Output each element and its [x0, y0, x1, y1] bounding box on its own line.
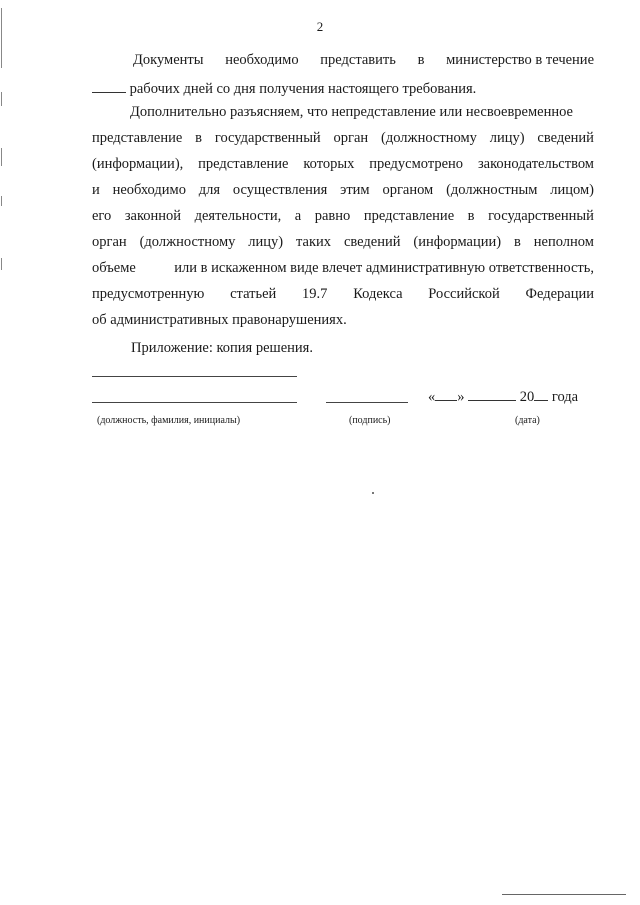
paragraph-2-line-5: его законной деятельности, а равно представление в государственный	[92, 208, 594, 224]
date-field: « » 20 года	[428, 386, 578, 406]
date-month-blank	[468, 386, 516, 401]
date-day-blank	[435, 386, 457, 401]
paragraph-2-line-9: об административных правонарушениях.	[92, 312, 347, 328]
caption-date: (дата)	[515, 415, 540, 426]
scan-margin-marks	[1, 0, 4, 280]
scan-speck	[372, 492, 374, 494]
paragraph-2-line-3: (информации), представление которых предусмотрено законодательством	[92, 156, 594, 172]
paragraph-2-line-1: Дополнительно разъясняем, что непредставление или несвоевременное	[130, 104, 573, 120]
paragraph-2-line-2: представление в государственный орган (должностному лицу) сведений	[92, 130, 594, 146]
bottom-margin-rule	[502, 894, 626, 895]
date-year-blank	[534, 386, 548, 401]
signature-line	[326, 402, 408, 403]
paragraph-2-line-8: предусмотренную статьей 19.7 Кодекса Российской Федерации	[92, 286, 594, 302]
paragraph-1-line-2: рабочих дней со дня получения настоящего требования.	[92, 78, 594, 99]
caption-signature: (подпись)	[349, 415, 391, 426]
days-count-blank	[92, 78, 126, 93]
page-number: 2	[316, 19, 324, 34]
position-name-line	[92, 402, 297, 403]
caption-position: (должность, фамилия, инициалы)	[97, 415, 241, 426]
paragraph-2-line-6: орган (должностному лицу) таких сведений (информации) в неполном	[92, 234, 594, 250]
attachment-note: Приложение: копия решения.	[131, 340, 313, 356]
signature-line-upper	[92, 376, 297, 377]
paragraph-2-line-4: и необходимо для осуществления этим органом (должностным лицом)	[92, 182, 594, 198]
paragraph-2-line-7: объеме или в искаженном виде влечет административную ответственность,	[92, 260, 594, 276]
paragraph-1-line-1: Документы необходимо представить в министерство в течение	[133, 52, 594, 68]
